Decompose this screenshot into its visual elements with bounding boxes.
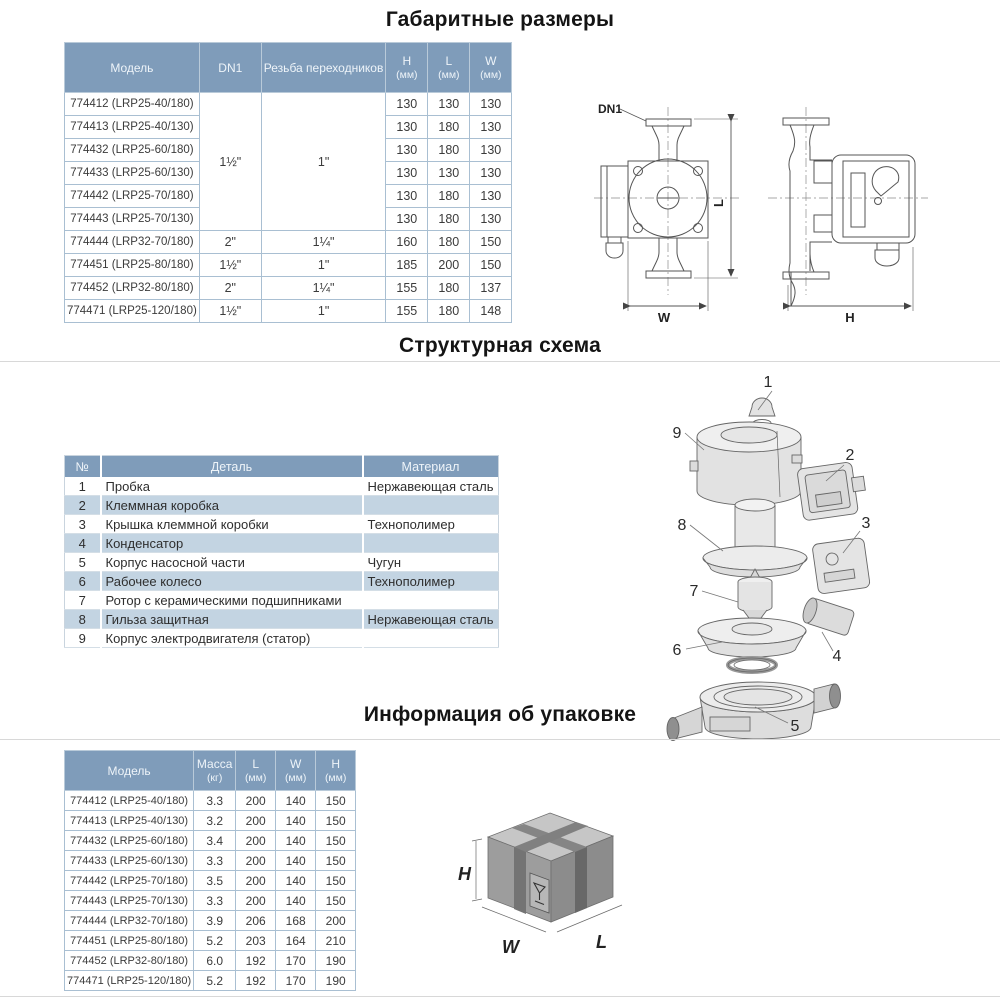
column-header: Резьба переходников [261, 43, 386, 93]
column-header: Материал [363, 456, 499, 478]
table-row [65, 791, 356, 811]
cell: 210 [316, 931, 356, 951]
label-dn1: DN1 [598, 102, 623, 116]
cell: 164 [276, 931, 316, 951]
cell: 180 [428, 208, 470, 231]
section-title-dimensions: Габаритные размеры [385, 8, 615, 31]
table-row [65, 951, 356, 971]
cell: 200 [316, 911, 356, 931]
column-header: Масса (кг) [194, 751, 236, 791]
cell [363, 629, 499, 648]
table-row [65, 629, 499, 648]
cell: Конденсатор [101, 534, 363, 553]
front-view-outline [601, 109, 708, 278]
part-number-3: 3 [861, 515, 871, 532]
cell: 1½" [199, 300, 261, 323]
package-box-illustration [450, 795, 670, 975]
cell: 150 [316, 871, 356, 891]
cell: 200 [236, 891, 276, 911]
cell: 130 [386, 162, 428, 185]
cell: 180 [428, 231, 470, 254]
cell: 200 [236, 851, 276, 871]
label-w: W [657, 310, 671, 325]
table-row [65, 971, 356, 991]
cell: 140 [276, 871, 316, 891]
cell: 140 [276, 831, 316, 851]
cell: 170 [276, 951, 316, 971]
cell: 137 [470, 277, 512, 300]
cell: 7 [65, 591, 101, 610]
part-number-7: 7 [689, 583, 699, 600]
cell: 4 [65, 534, 101, 553]
cell: Рабочее колесо [101, 572, 363, 591]
cell: 150 [316, 791, 356, 811]
column-header: H (мм) [316, 751, 356, 791]
cell: 130 [386, 139, 428, 162]
section-title-packaging: Информация об упаковке [363, 703, 637, 726]
cell: 774444 (LRP32-70/180) [65, 231, 200, 254]
header-row [65, 751, 356, 791]
column-header: L (мм) [236, 751, 276, 791]
cell: 170 [276, 971, 316, 991]
part-impeller [698, 618, 806, 657]
cell: 203 [236, 931, 276, 951]
box-label-l: L [596, 932, 607, 952]
box-label-w: W [502, 937, 519, 957]
cell: 180 [428, 116, 470, 139]
cell: 1" [261, 93, 386, 231]
cell: 130 [386, 185, 428, 208]
cell: 774444 (LRP32-70/180) [65, 911, 194, 931]
cell: 192 [236, 971, 276, 991]
cell: 774432 (LRP25-60/180) [65, 831, 194, 851]
cell: 3.3 [194, 791, 236, 811]
cell: Ротор с керамическими подшипниками [101, 591, 363, 610]
cell: 2" [199, 231, 261, 254]
cell [363, 534, 499, 553]
part-terminal-box [797, 460, 869, 521]
cell: 774442 (LRP25-70/180) [65, 185, 200, 208]
cell: 130 [470, 162, 512, 185]
cell: 1" [261, 300, 386, 323]
table-row [65, 496, 499, 515]
cell: 190 [316, 971, 356, 991]
cell: 200 [236, 791, 276, 811]
cell: 150 [316, 891, 356, 911]
box-faces [488, 813, 613, 922]
cell: 140 [276, 791, 316, 811]
cell: 185 [386, 254, 428, 277]
cell: 168 [276, 911, 316, 931]
table-row [65, 572, 499, 591]
cell: 2" [199, 277, 261, 300]
cell: 5.2 [194, 971, 236, 991]
table-row [65, 851, 356, 871]
cell: 130 [386, 116, 428, 139]
column-header: W (мм) [276, 751, 316, 791]
table-row [65, 591, 499, 610]
table-row [65, 891, 356, 911]
cell: 3.3 [194, 851, 236, 871]
cell: 774452 (LRP32-80/180) [65, 277, 200, 300]
label-l: L [711, 199, 726, 207]
cell: Гильза защитная [101, 610, 363, 629]
cell: 200 [236, 871, 276, 891]
fragile-icon [530, 873, 549, 913]
table-row [65, 811, 356, 831]
column-header: Модель [65, 751, 194, 791]
cell: 192 [236, 951, 276, 971]
part-terminal-box-cover [812, 537, 870, 594]
cell: 140 [276, 811, 316, 831]
parts-table [64, 455, 499, 648]
cell: 1¼" [261, 277, 386, 300]
cell: 130 [470, 185, 512, 208]
cell: 774413 (LRP25-40/130) [65, 811, 194, 831]
cell: Чугун [363, 553, 499, 572]
cell: Пробка [101, 477, 363, 496]
part-capacitor [800, 596, 855, 636]
cell: 140 [276, 891, 316, 911]
header-row [65, 43, 512, 93]
table-row [65, 831, 356, 851]
cell: 1½" [199, 93, 261, 231]
part-number-1: 1 [763, 374, 773, 391]
cell: 130 [470, 116, 512, 139]
part-motor-housing [690, 422, 802, 505]
cell: 3 [65, 515, 101, 534]
cell: 150 [316, 811, 356, 831]
cell: 150 [470, 231, 512, 254]
part-number-8: 8 [677, 517, 687, 534]
cell: 774413 (LRP25-40/130) [65, 116, 200, 139]
table-row [65, 911, 356, 931]
cell: 774452 (LRP32-80/180) [65, 951, 194, 971]
cell: 1 [65, 477, 101, 496]
part-number-9: 9 [672, 425, 682, 442]
part-sleeve [703, 499, 807, 577]
column-header: DN1 [199, 43, 261, 93]
cell: 3.3 [194, 891, 236, 911]
table-row [65, 93, 512, 116]
table-row [65, 477, 499, 496]
cell: 130 [428, 93, 470, 116]
cell: 3.5 [194, 871, 236, 891]
cell: 180 [428, 139, 470, 162]
cell: 150 [316, 831, 356, 851]
cell: 155 [386, 277, 428, 300]
cell: 8 [65, 610, 101, 629]
divider [0, 739, 1000, 740]
cell: 140 [276, 851, 316, 871]
cell: 774433 (LRP25-60/130) [65, 851, 194, 871]
cell: 3.4 [194, 831, 236, 851]
cell: 774451 (LRP25-80/180) [65, 931, 194, 951]
cell: 3.2 [194, 811, 236, 831]
cell [363, 496, 499, 515]
cell: 6 [65, 572, 101, 591]
cell: Нержавеющая сталь [363, 610, 499, 629]
cell: 774442 (LRP25-70/180) [65, 871, 194, 891]
divider [0, 361, 1000, 362]
cell: 160 [386, 231, 428, 254]
cell: 1½" [199, 254, 261, 277]
label-h: H [845, 310, 855, 325]
divider [0, 996, 1000, 997]
exploded-view-diagram [640, 365, 990, 750]
cell: 774412 (LRP25-40/180) [65, 93, 200, 116]
cell: 130 [428, 162, 470, 185]
dimensions-table [64, 42, 512, 323]
cell: 190 [316, 951, 356, 971]
cell: 774412 (LRP25-40/180) [65, 791, 194, 811]
column-header: Деталь [101, 456, 363, 478]
box-label-h: H [458, 864, 471, 884]
table-row [65, 300, 512, 323]
cell: 130 [470, 208, 512, 231]
cell: 148 [470, 300, 512, 323]
table-row [65, 871, 356, 891]
table-row [65, 931, 356, 951]
cell: 130 [470, 139, 512, 162]
cell: Крышка клеммной коробки [101, 515, 363, 534]
cell: Корпус насосной части [101, 553, 363, 572]
cell: 130 [386, 208, 428, 231]
cell: Корпус электродвигателя (статор) [101, 629, 363, 648]
cell: 180 [428, 277, 470, 300]
cell: 774471 (LRP25-120/180) [65, 971, 194, 991]
column-header: W (мм) [470, 43, 512, 93]
cell: 774443 (LRP25-70/130) [65, 891, 194, 911]
front-view-dimensions [628, 119, 738, 311]
centerlines-side [768, 107, 928, 295]
cell: Технополимер [363, 515, 499, 534]
cell [363, 591, 499, 610]
side-view-outline [783, 118, 915, 306]
cell: 774433 (LRP25-60/130) [65, 162, 200, 185]
cell: 180 [428, 185, 470, 208]
cell: 6.0 [194, 951, 236, 971]
column-header: № [65, 456, 101, 478]
cell: Технополимер [363, 572, 499, 591]
cell: 5.2 [194, 931, 236, 951]
part-number-6: 6 [672, 642, 682, 659]
cell: 130 [386, 93, 428, 116]
pump-dimension-drawing [560, 95, 960, 325]
part-o-ring [728, 658, 776, 672]
header-row [65, 456, 499, 478]
cell: 150 [470, 254, 512, 277]
table-row [65, 277, 512, 300]
table-row [65, 254, 512, 277]
table-row [65, 231, 512, 254]
cell: 200 [236, 831, 276, 851]
column-header: Модель [65, 43, 200, 93]
cell: 774471 (LRP25-120/180) [65, 300, 200, 323]
cell: Нержавеющая сталь [363, 477, 499, 496]
section-title-structure: Структурная схема [399, 334, 601, 357]
column-header: L (мм) [428, 43, 470, 93]
cell: 5 [65, 553, 101, 572]
cell: 1¼" [261, 231, 386, 254]
cell: 200 [236, 811, 276, 831]
packaging-table [64, 750, 356, 991]
cell: 3.9 [194, 911, 236, 931]
table-row [65, 553, 499, 572]
part-number-5: 5 [790, 718, 800, 735]
cell: 150 [316, 851, 356, 871]
cell: 155 [386, 300, 428, 323]
cell: 774443 (LRP25-70/130) [65, 208, 200, 231]
column-header: H (мм) [386, 43, 428, 93]
cell: Клеммная коробка [101, 496, 363, 515]
part-number-2: 2 [845, 447, 855, 464]
table-row [65, 515, 499, 534]
cell: 2 [65, 496, 101, 515]
cell: 130 [470, 93, 512, 116]
cell: 180 [428, 300, 470, 323]
cell: 206 [236, 911, 276, 931]
cell: 200 [428, 254, 470, 277]
cell: 774451 (LRP25-80/180) [65, 254, 200, 277]
part-number-4: 4 [832, 648, 842, 665]
table-row [65, 534, 499, 553]
cell: 774432 (LRP25-60/180) [65, 139, 200, 162]
table-row [65, 610, 499, 629]
cell: 9 [65, 629, 101, 648]
cell: 1" [261, 254, 386, 277]
